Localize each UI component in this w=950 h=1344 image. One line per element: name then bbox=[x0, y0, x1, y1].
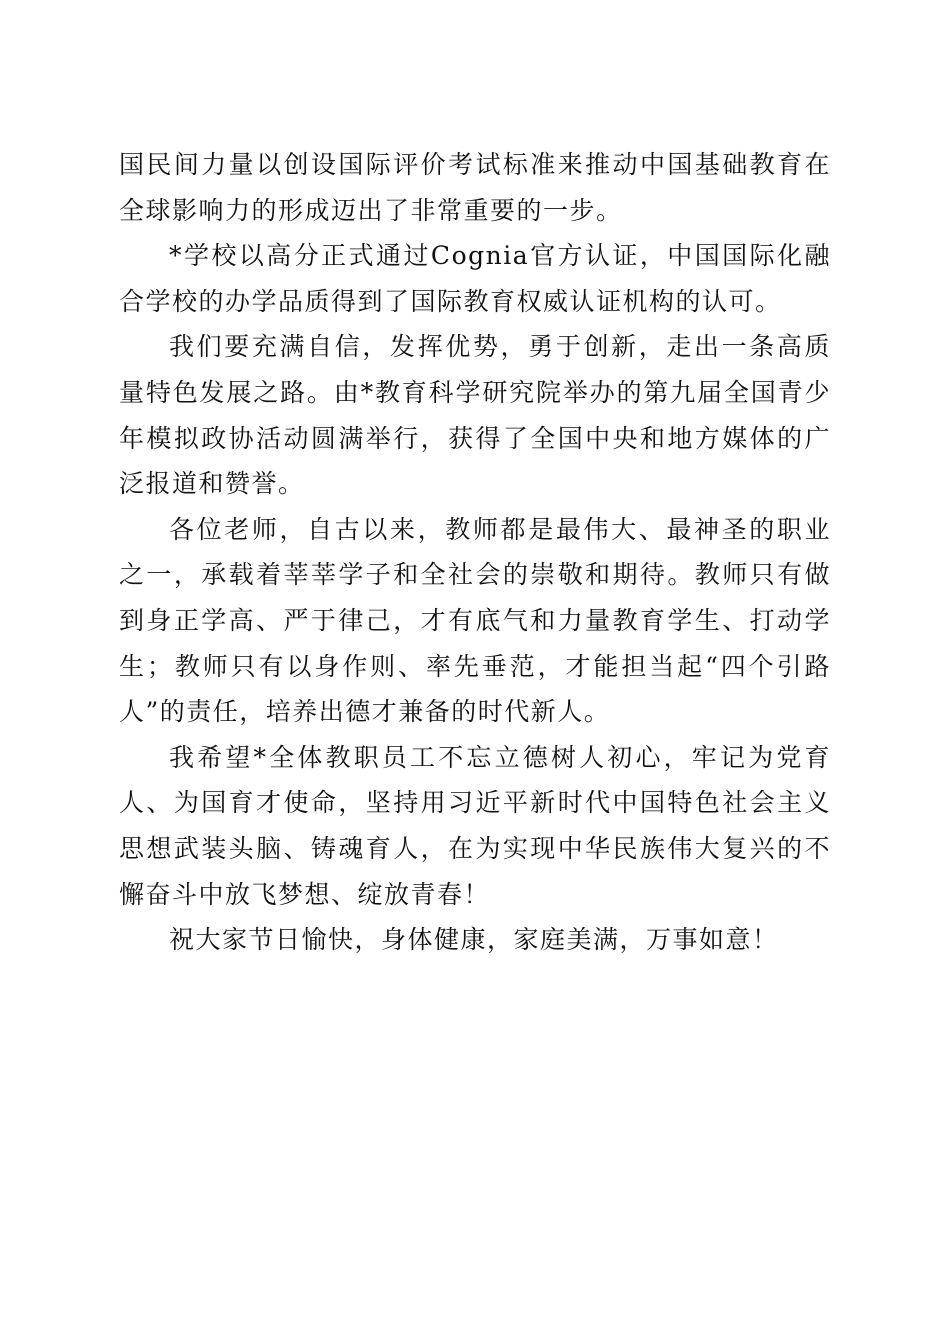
document-body bbox=[119, 142, 831, 963]
paragraph-hope: 我希望*全体教职员工不忘立德树人初心，牢记为党育人、为国育才使命，坚持用习近平新时代中国特色社会主义思想武装头脑、铸魂育人，在为实现中华民族伟大复兴的不懈奋斗中放飞梦想、绽放青春！ bbox=[119, 742, 831, 909]
paragraph-continuation: 国民间力量以创设国际评价考试标准来推动中国基础教育在全球影响力的形成迈出了非常重要的一步。 bbox=[119, 150, 831, 225]
paragraph-development: 我们要充满自信，发挥优势，勇于创新，走出一条高质量特色发展之路。由*教育科学研究院举办的第九届全国青少年模拟政协活动圆满举行，获得了全国中央和地方媒体的广泛报道和赞誉。 bbox=[119, 332, 831, 499]
paragraph-greeting: 祝大家节日愉快，身体健康，家庭美满，万事如意！ bbox=[169, 925, 779, 955]
paragraph-certification: *学校以高分正式通过Cognia官方认证，中国国际化融合学校的办学品质得到了国际教育权威认证机构的认可。 bbox=[119, 241, 831, 316]
paragraph-teachers: 各位老师，自古以来，教师都是最伟大、最神圣的职业之一，承载着莘莘学子和全社会的崇敬和期待。教师只有做到身正学高、严于律己，才有底气和力量教育学生、打动学生；教师只有以身作则、率先垂范，才能担当起“四个引路人”的责任，培养出德才兼备的时代新人。 bbox=[119, 514, 831, 727]
